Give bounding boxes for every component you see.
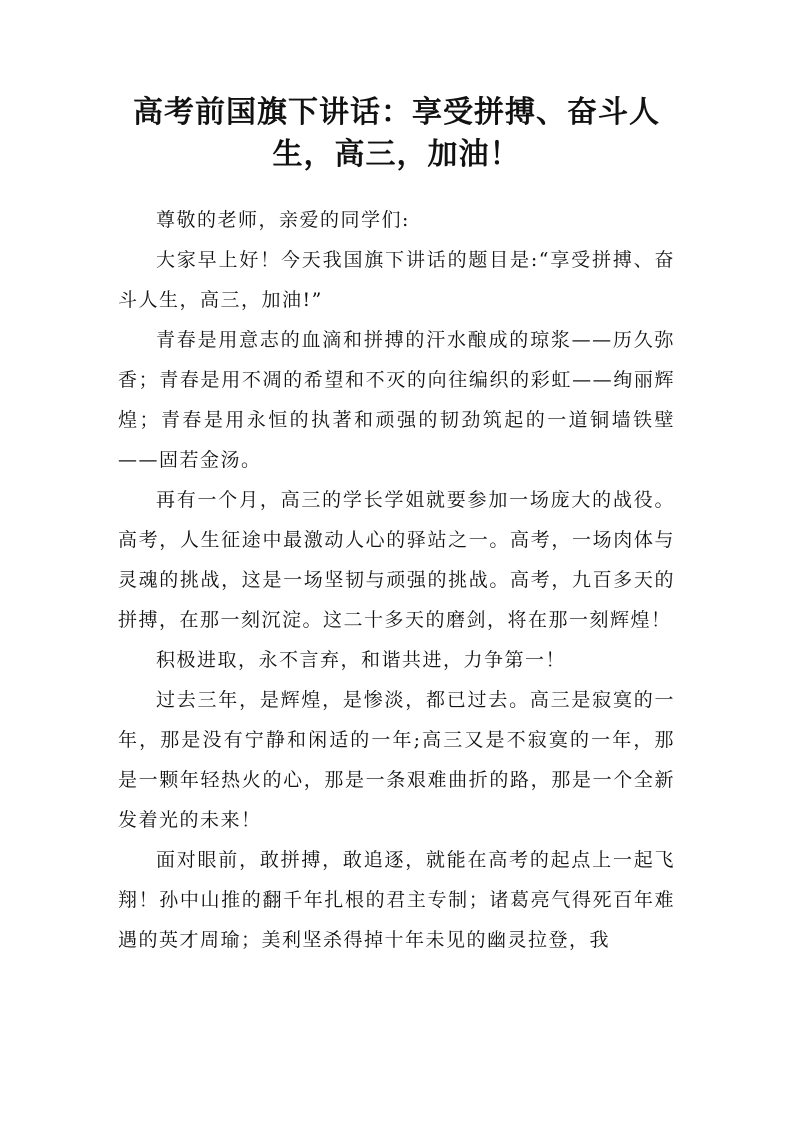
paragraph-future: 面对眼前，敢拼搏，敢追逐，就能在高考的起点上一起飞翔！孙中山推的翻千年扎根的君主专制；诸葛亮气得死百年难遇的英才周瑜；美利坚杀得掉十年未见的幽灵拉登，我 — [118, 849, 675, 951]
paragraph-motto: 积极进取，永不言弃，和谐共进，力争第一！ — [156, 649, 567, 671]
document-title: 高考前国旗下讲话：享受拼搏、奋斗人生，高三，加油！ — [133, 95, 660, 172]
paragraph-greeting: 尊敬的老师，亲爱的同学们: — [156, 209, 410, 231]
paragraph-opening: 大家早上好！今天我国旗下讲话的题目是:“享受拼搏、奋斗人生，高三，加油!” — [118, 249, 675, 311]
document-body — [118, 200, 675, 960]
paragraph-exam: 再有一个月，高三的学长学姐就要参加一场庞大的战役。高考，人生征途中最激动人心的驿站之一。高考，一场肉体与灵魂的挑战，这是一场坚韧与顽强的挑战。高考，九百多天的拼搏，在那一刻沉淀。这二十多天的磨剑，将在那一刻辉煌！ — [118, 489, 675, 631]
paragraph-youth: 青春是用意志的血滴和拼搏的汗水酿成的琼浆——历久弥香；青春是用不凋的希望和不灭的向往编织的彩虹——绚丽辉煌；青春是用永恒的执著和顽强的韧劲筑起的一道铜墙铁壁——固若金汤。 — [118, 329, 675, 471]
paragraph-past-years: 过去三年，是辉煌，是惨淡，都已过去。高三是寂寞的一年，那是没有宁静和闲适的一年;高三又是不寂寞的一年，那是一颗年轻热火的心，那是一条艰难曲折的路，那是一个全新发着光的未来！ — [118, 689, 675, 831]
